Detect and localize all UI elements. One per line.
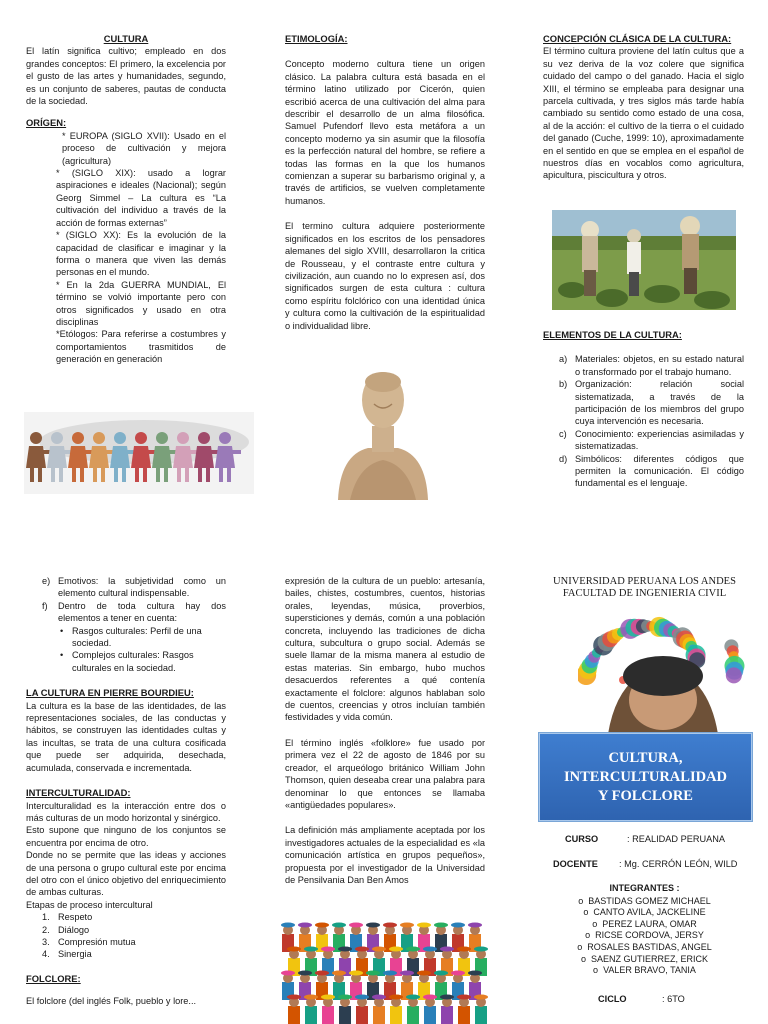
folklore-crowd-image bbox=[280, 910, 492, 1024]
col3-elements bbox=[543, 329, 744, 490]
folclore-heading: FOLCLORE: bbox=[26, 972, 81, 984]
integrante-item: o ROSALES BASTIDAS, ANGEL bbox=[577, 941, 712, 952]
bullet-icon: o bbox=[577, 941, 588, 952]
elemento-item: b) Organización: relación social sistematizada, a través de la participación de los miembros del grupo cuya intervención es necesaria. bbox=[559, 379, 744, 427]
ciclo-row bbox=[598, 993, 718, 1005]
curso-label: CURSO bbox=[565, 834, 599, 844]
bullet-icon: o bbox=[592, 918, 603, 929]
origen-heading: ORÍGEN: bbox=[26, 117, 67, 129]
rasgos-list bbox=[58, 625, 226, 675]
col1-culture bbox=[26, 33, 226, 366]
origen-list bbox=[26, 130, 226, 366]
bullet-icon: o bbox=[583, 907, 594, 918]
cover-title-line: CULTURA, bbox=[608, 749, 683, 766]
cultura-heading: CULTURA bbox=[103, 33, 149, 44]
integrante-item: o BASTIDAS GOMEZ MICHAEL bbox=[578, 895, 711, 906]
elemento-item: d) Simbólicos: diferentes códigos que permiten la comunicación. El código fundamental es el lenguaje. bbox=[559, 453, 744, 489]
elementos-heading: ELEMENTOS DE LA CULTURA: bbox=[543, 329, 682, 340]
etapa-item: 4. Sinergia bbox=[42, 949, 92, 960]
folclore-p1: expresión de la cultura de un pueblo: artesanía, bailes, chistes, costumbres, cuentos, historias orales, leyendas, música, proverbios, supersticiones y demás, común a una población concreta, incluyendo las tradiciones de dicha cultura, subcultura o grupo social. Además se suele llamar de la misma manera al estudio de estas materias. Sin embargo, hubo muchos desacuerdos referentes a qué contenía exactamente el folclore: algunos hablaban solo de cuentos, creencias y otros incluían también festividades y vida común. bbox=[285, 576, 485, 723]
folclore-p3: La definición más ampliamente aceptada por los investigadores actuales de la especialidad es «la comunicación artística en grupos pequeños», propuesta por el investigador de la Universidad de Pensilvania Dan Ben Amos bbox=[285, 825, 485, 885]
people-chain-image bbox=[24, 412, 254, 494]
inter-p2: Esto supone que ninguno de los conjuntos se encuentra por encima de otro. bbox=[26, 825, 226, 848]
origen-item: * (SIGLO XX): Es la evolución de la capacidad de clasificar e imaginar y la forma o manera que viven las demás personas en el mundo. bbox=[56, 230, 226, 278]
folclore-cut-text: El folclore (del inglés Folk, pueblo y lore... bbox=[26, 996, 197, 1007]
col5-folklore bbox=[285, 575, 485, 886]
elemento-item: c) Conocimiento: experiencias asimiladas y sistematizadas. bbox=[559, 428, 744, 452]
integrante-item: o RICSE CORDOVA, JERSY bbox=[585, 930, 704, 941]
concepcion-heading: CONCEPCIÓN CLÁSICA DE LA CULTURA: bbox=[543, 33, 732, 44]
ciclo-value: : 6TO bbox=[662, 994, 685, 1004]
cover-title-card bbox=[538, 732, 753, 822]
cover-title-line: INTERCULTURALIDAD bbox=[563, 768, 728, 785]
etapas-heading: Etapas de proceso intercultural bbox=[26, 899, 153, 910]
integrante-item: o CANTO AVILA, JACKELINE bbox=[583, 907, 706, 918]
integrantes-heading: INTEGRANTES : bbox=[609, 883, 680, 893]
elemento-item: f) Dentro de toda cultura hay dos elementos a tener en cuenta: bbox=[42, 600, 226, 624]
col4-interculturality bbox=[26, 575, 226, 1008]
rasgo-item: • Complejos culturales: Rasgos culturales en la sociedad. bbox=[60, 650, 194, 673]
cicero-bust-image bbox=[328, 360, 438, 500]
etimologia-heading: ETIMOLOGÍA: bbox=[285, 33, 348, 44]
elementos-list bbox=[543, 353, 744, 489]
concepcion-paragraph: El término cultura proviene del latín cultus que a su vez deriva de la voz colere que significa cuidado del campo o del ganado. Hacia el siglo XIII, el término se empleaba para designar una parcela cultivada, y tres siglos más tarde había cambiado su sentido como estado de una cosa, al de la acción: el cultivo de la tierra o el cuidado del ganado (Cuche, 1999: 10), aproximadamente en el sentido en que se emplea en el español de nuestros días en vocablos como agricultura, apicultura, piscicultura y otros. bbox=[543, 46, 744, 181]
integrante-item: o VALER BRAVO, TANIA bbox=[593, 965, 696, 976]
cover-header bbox=[538, 576, 751, 600]
bourdieu-heading: LA CULTURA EN PIERRE BOURDIEU: bbox=[26, 687, 194, 699]
col2-etymology bbox=[285, 33, 485, 332]
ciclo-label: CICLO bbox=[598, 994, 627, 1004]
origen-item: * EUROPA (SIGLO XVII): Usado en el proceso de cultivación y mejora (agricultura) bbox=[62, 130, 226, 166]
origen-item: * En la 2da GUERRA MUNDIAL, El término se volvió importante pero con otros significados y usado en otra disciplinas bbox=[56, 279, 226, 327]
bullet-icon: o bbox=[585, 930, 596, 941]
bourdieu-paragraph: La cultura es la base de las identidades, de las representaciones sociales, de las conductas y hábitos, se construyen las identidades cultas y las incultas, se trata de una cultura cosificada que puede ser adquirida, desechada, acumulada, conservada e incrementada. bbox=[26, 700, 226, 773]
integrantes-block bbox=[538, 883, 751, 977]
etapas-list bbox=[26, 911, 226, 961]
cover-title-line: Y FOLCLORE bbox=[598, 787, 693, 804]
elemento-item: a) Materiales: objetos, en su estado natural o transformado por el trabajo humano. bbox=[559, 354, 744, 377]
faculty-name: FACULTAD DE INGENIERIA CIVIL bbox=[562, 588, 727, 599]
elemento-item: e) Emotivos: la subjetividad como un elemento cultural indispensable. bbox=[42, 576, 226, 599]
rasgo-item: • Rasgos culturales: Perfil de una sociedad. bbox=[60, 625, 202, 649]
docente-value: : Mg. CERRÓN LEÓN, WILD bbox=[619, 859, 738, 869]
docente-row bbox=[553, 858, 755, 870]
bullet-icon: o bbox=[593, 965, 604, 976]
folclore-p2: El término inglés «folklore» fue usado por primera vez el 22 de agosto de 1846 por su creador, el arqueólogo británico William John Thomson, quien deseaba crear una palabra para denominar lo que entonces se llamaba «antigüedades populares». bbox=[285, 737, 485, 810]
course-info bbox=[553, 833, 755, 870]
bullet-icon: o bbox=[580, 953, 591, 964]
curso-row bbox=[565, 833, 755, 845]
etapa-item: 1. Respeto bbox=[42, 912, 93, 923]
etapa-item: 3. Compresión mutua bbox=[42, 936, 136, 947]
curso-value: : REALIDAD PERUANA bbox=[627, 834, 726, 844]
origen-item: * (SIGLO XIX): usado a lograr aspiraciones e ideales (Nacional); según Georg Simmel – La cultura es “La cultivación del individuo a través de la acción de formas externas” bbox=[56, 168, 226, 228]
bullet-icon: o bbox=[578, 895, 589, 906]
integrante-item: o PEREZ LAURA, OMAR bbox=[592, 918, 697, 929]
farmers-field-image bbox=[552, 210, 736, 310]
integrante-item: o SAENZ GUTIERREZ, ERICK bbox=[580, 953, 709, 964]
etapa-item: 2. Diálogo bbox=[42, 924, 90, 935]
elementos-continued bbox=[26, 575, 226, 674]
interculturalidad-heading: INTERCULTURALIDAD: bbox=[26, 787, 131, 799]
inter-p3: Donde no se permite que las ideas y acciones de una persona o grupo cultural este por encima del otro con el único objetivo del enriquecimiento de ambas culturas. bbox=[26, 850, 226, 898]
cover-art-image bbox=[578, 604, 748, 734]
col3-classic bbox=[543, 33, 744, 182]
origen-item: *Etólogos: Para referirse a costumbres y comportamientos trasmitidos de generación en generación bbox=[56, 329, 226, 365]
integrantes-list bbox=[538, 896, 751, 977]
docente-label: DOCENTE bbox=[553, 859, 598, 869]
university-name: UNIVERSIDAD PERUANA LOS ANDES bbox=[553, 576, 736, 587]
etimologia-p2: El termino cultura adquiere posteriormente significados en los escritos de los pensadores alemanes del siglo XVIII, desarrollaron la critica de Rousseau, y el contraste entre cultura y civilización, aun cuando no lo expresen así, dos significados surgen de esta cultura : cultura como espíritu folclórico con una identidad única y cultura como la cultivación de la espiritualidad o individualidad libre. bbox=[285, 221, 485, 331]
cultura-paragraph: El latín significa cultivo; empleado en dos grandes conceptos: El primero, la excelencia por el gusto de las artes y humanidades, segundo, es un conjunto de saberes, pautas de conducta de la sociedad. bbox=[26, 46, 226, 107]
etimologia-p1: Concepto moderno cultura tiene un origen clásico. La palabra cultura está basada en el término latino utilizado por Cicerón, quien escribió acerca de una cultivación del alma para describir el desarrollo de un alma filosófica. Samuel Pufendorf llevo esta metáfora a un concepto moderno ya sin asumir que la filosofía es la perfección natural del hombre, se refiere a todas las formas en la que los humanos comienzan a superar su barbarismo original y, a través de artificios, se vuelven completamente humanos. bbox=[285, 59, 485, 206]
inter-p1: Interculturalidad es la interacción entre dos o más culturas de un modo horizontal y sinérgico. bbox=[26, 800, 226, 823]
